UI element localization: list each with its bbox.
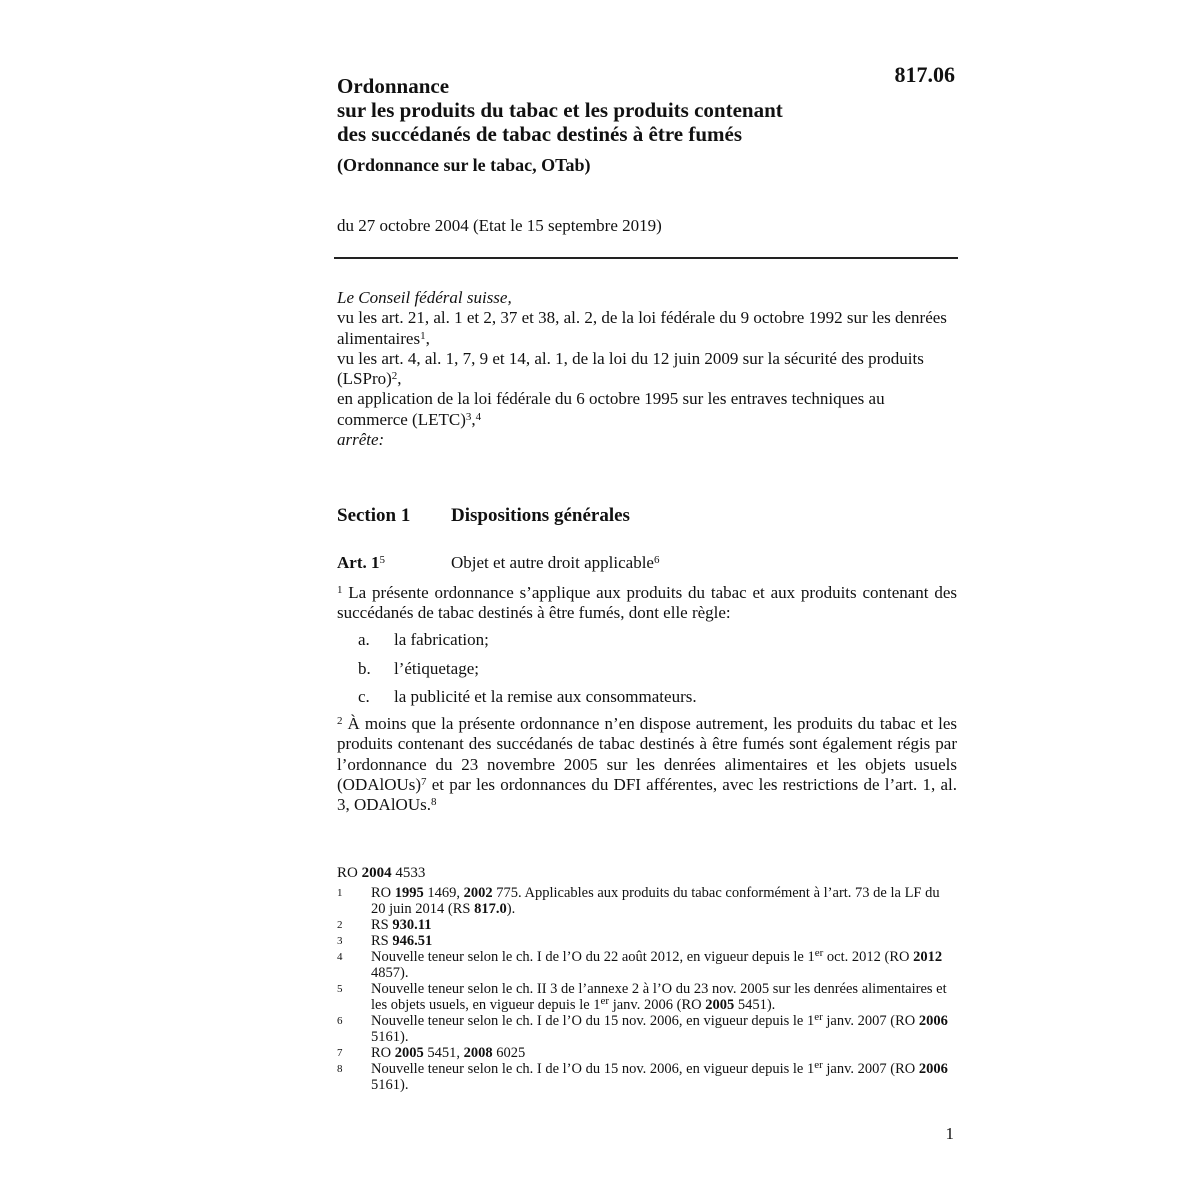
footnote-ref[interactable]: 3 bbox=[465, 410, 472, 423]
short-title: (Ordonnance sur le tabac, OTab) bbox=[337, 155, 591, 175]
preamble-basis-3: en application de la loi fédérale du 6 octobre 1995 sur les entraves techniques au commerce (LETC)$^3$,$^4$ bbox=[337, 389, 885, 429]
footnote-ref[interactable]: 4 bbox=[475, 410, 482, 423]
footnote-ref[interactable]: 1 bbox=[420, 329, 426, 342]
list-item: a. la fabrication; bbox=[358, 630, 489, 649]
preamble-basis-2: vu les art. 4, al. 1, 7, 9 et 14, al. 1, de la loi du 12 juin 2009 sur la sécurité des produits (LSPro)$^2$, bbox=[337, 348, 924, 389]
section-title: Dispositions générales bbox=[451, 505, 630, 526]
paragraph-1: $^1$ La présente ordonnance s’applique aux produits du tabac et aux produits contenant des succédanés de tabac destinés à être fumés, dont elle règle: bbox=[337, 583, 957, 623]
footnotes bbox=[337, 885, 957, 1093]
title-line: Ordonnance bbox=[337, 74, 450, 98]
footnote: 8 Nouvelle teneur selon le ch. I de l’O du 15 nov. 2006, en vigueur depuis le 1er janv. 2007 (RO 2006 5161). bbox=[337, 1059, 948, 1093]
footnote: 3 RS 946.51 bbox=[337, 933, 433, 949]
footnote-ref[interactable]: 5 bbox=[379, 554, 385, 566]
footnote: 5 Nouvelle teneur selon le ch. II 3 de l’annexe 2 à l’O du 23 nov. 2005 sur les denrées alimentaires et les objets usuels, en vigueur depuis le 1er janv. 2006 (RO 2005 5451). bbox=[337, 981, 947, 1013]
article-number: Art. $1^5$ bbox=[337, 553, 385, 572]
footnote-ref[interactable]: 8 bbox=[430, 796, 437, 809]
official-compilation-ref: RO 2004 4533 bbox=[337, 865, 426, 881]
paragraph-number: 2 bbox=[337, 715, 343, 727]
footnote-ref[interactable]: 2 bbox=[391, 370, 398, 383]
footnote: 6 Nouvelle teneur selon le ch. I de l’O du 15 nov. 2006, en vigueur depuis le 1er janv. 2007 (RO 2006 5161). bbox=[337, 1011, 948, 1045]
paragraph-number: 1 bbox=[337, 584, 343, 596]
footnote: 1 RO 1995 1469, 2002 775. Applicables aux produits du tabac conformément à l’art. 73 de la LF du 20 juin 2014 (RS 817.0). bbox=[337, 885, 940, 917]
authority: Le Conseil fédéral suisse, bbox=[337, 288, 512, 307]
decree: arrête: bbox=[337, 430, 385, 450]
section-number: Section 1 bbox=[337, 505, 411, 526]
list-item: c. la publicité et la remise aux consommateurs. bbox=[358, 687, 697, 706]
footnote-ref[interactable]: 6 bbox=[653, 554, 660, 566]
document-title bbox=[337, 74, 877, 146]
footnote: 4 Nouvelle teneur selon le ch. I de l’O du 22 août 2012, en vigueur depuis le 1er oct. 2012 (RO 2012 4857). bbox=[337, 947, 943, 981]
title-line: sur les produits du tabac et les produits contenant bbox=[337, 98, 783, 122]
page-number: 1 bbox=[945, 1124, 954, 1143]
preamble bbox=[337, 288, 957, 450]
footnote: 2 RS 930.11 bbox=[337, 917, 432, 933]
footnote-ref[interactable]: 7 bbox=[421, 775, 427, 788]
section-heading bbox=[337, 505, 630, 527]
article-heading bbox=[337, 553, 659, 573]
article-list bbox=[337, 630, 697, 716]
preamble-basis-1: vu les art. 21, al. 1 et 2, 37 et 38, al. 2, de la loi fédérale du 9 octobre 1992 sur les denrées alimentaires$^1$, bbox=[337, 308, 947, 348]
article-title: Objet et autre droit applicable bbox=[451, 553, 654, 572]
list-item: b. l’étiquetage; bbox=[358, 658, 479, 678]
paragraph-2: $^2$ À moins que la présente ordonnance n’en dispose autrement, les produits du tabac et les produits contenant des succédanés de tabac destinés à être fumés sont également régis par l’ordonnance du 23 novembre 2005 sur les denrées alimentaires et les objets usuels (ODAlOUs)$^7$ et par les ordonnances du DFI afférentes, avec les restrictions de l’art. 1, al. 3, ODAlOUs.$^8$ bbox=[337, 714, 957, 815]
document-date: du 27 octobre 2004 (Etat le 15 septembre 2019) bbox=[337, 216, 662, 235]
sr-number: 817.06 bbox=[894, 62, 955, 87]
footnote: 7 RO 2005 5451, 2008 6025 bbox=[337, 1045, 526, 1061]
header-divider bbox=[334, 257, 958, 259]
title-line: des succédanés de tabac destinés à être fumés bbox=[337, 122, 742, 146]
